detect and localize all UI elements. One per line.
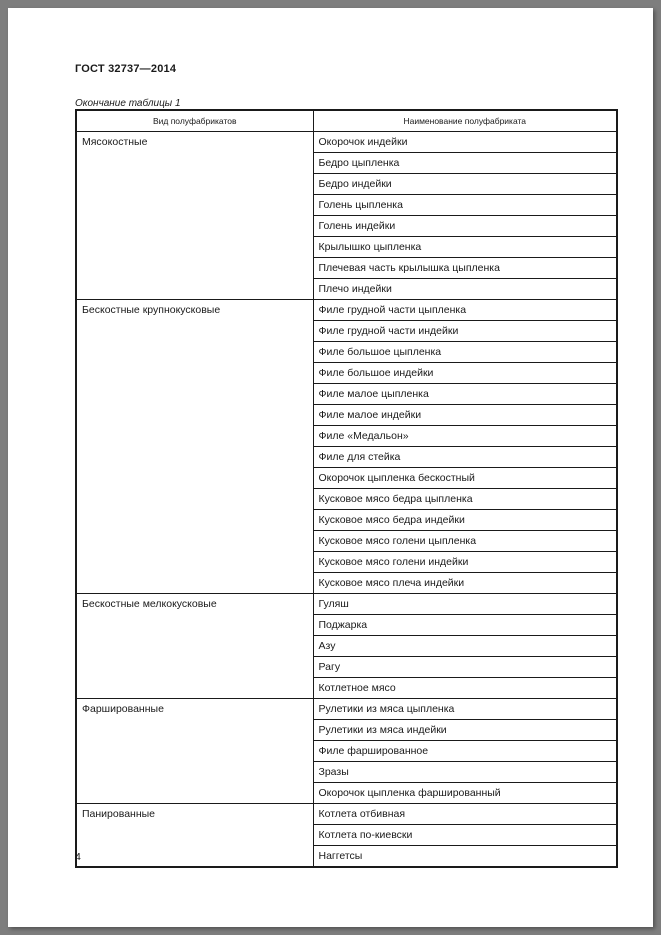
product-name-cell: Окорочок индейки xyxy=(313,132,617,153)
column-header-kind: Вид полуфабрикатов xyxy=(76,110,313,132)
product-name-cell: Азу xyxy=(313,636,617,657)
product-name-cell: Котлетное мясо xyxy=(313,678,617,699)
product-name-cell: Филе для стейка xyxy=(313,447,617,468)
product-name-cell: Зразы xyxy=(313,762,617,783)
product-name-cell: Голень цыпленка xyxy=(313,195,617,216)
table-row xyxy=(76,804,617,825)
product-name-cell: Плечевая часть крылышка цыпленка xyxy=(313,258,617,279)
product-name-cell: Поджарка xyxy=(313,615,617,636)
product-name-cell: Окорочок цыпленка фаршированный xyxy=(313,783,617,804)
product-name-cell: Котлета по-киевски xyxy=(313,825,617,846)
product-kind-cell: Фаршированные xyxy=(76,699,313,804)
product-name-cell: Бедро цыпленка xyxy=(313,153,617,174)
product-name-cell: Филе фаршированное xyxy=(313,741,617,762)
table-row xyxy=(76,132,617,153)
product-name-cell: Филе грудной части цыпленка xyxy=(313,300,617,321)
product-name-cell: Рулетики из мяса индейки xyxy=(313,720,617,741)
table-caption: Окончание таблицы 1 xyxy=(75,98,181,109)
product-name-cell: Филе малое индейки xyxy=(313,405,617,426)
table-row xyxy=(76,699,617,720)
product-kind-cell: Бескостные крупнокусковые xyxy=(76,300,313,594)
table-row xyxy=(76,300,617,321)
product-name-cell: Рагу xyxy=(313,657,617,678)
document-page xyxy=(8,8,653,927)
page-number: 4 xyxy=(75,851,81,863)
product-name-cell: Филе большое цыпленка xyxy=(313,342,617,363)
product-kind-cell: Бескостные мелкокусковые xyxy=(76,594,313,699)
product-name-cell: Филе малое цыпленка xyxy=(313,384,617,405)
table-body xyxy=(76,132,617,868)
column-header-name: Наименование полуфабриката xyxy=(313,110,617,132)
semifinished-products-table xyxy=(75,109,618,868)
product-name-cell: Гуляш xyxy=(313,594,617,615)
product-name-cell: Кусковое мясо плеча индейки xyxy=(313,573,617,594)
product-name-cell: Кусковое мясо голени цыпленка xyxy=(313,531,617,552)
product-name-cell: Котлета отбивная xyxy=(313,804,617,825)
product-name-cell: Крылышко цыпленка xyxy=(313,237,617,258)
product-name-cell: Филе грудной части индейки xyxy=(313,321,617,342)
product-name-cell: Филе «Медальон» xyxy=(313,426,617,447)
product-kind-cell: Панированные xyxy=(76,804,313,868)
product-name-cell: Окорочок цыпленка бескостный xyxy=(313,468,617,489)
table-header xyxy=(76,110,617,132)
product-name-cell: Бедро индейки xyxy=(313,174,617,195)
product-name-cell: Плечо индейки xyxy=(313,279,617,300)
product-name-cell: Кусковое мясо бедра цыпленка xyxy=(313,489,617,510)
product-name-cell: Рулетики из мяса цыпленка xyxy=(313,699,617,720)
table-row xyxy=(76,594,617,615)
product-name-cell: Кусковое мясо бедра индейки xyxy=(313,510,617,531)
product-name-cell: Голень индейки xyxy=(313,216,617,237)
product-name-cell: Филе большое индейки xyxy=(313,363,617,384)
product-kind-cell: Мясокостные xyxy=(76,132,313,300)
product-name-cell: Наггетсы xyxy=(313,846,617,868)
product-name-cell: Кусковое мясо голени индейки xyxy=(313,552,617,573)
standard-number: ГОСТ 32737—2014 xyxy=(75,63,177,75)
